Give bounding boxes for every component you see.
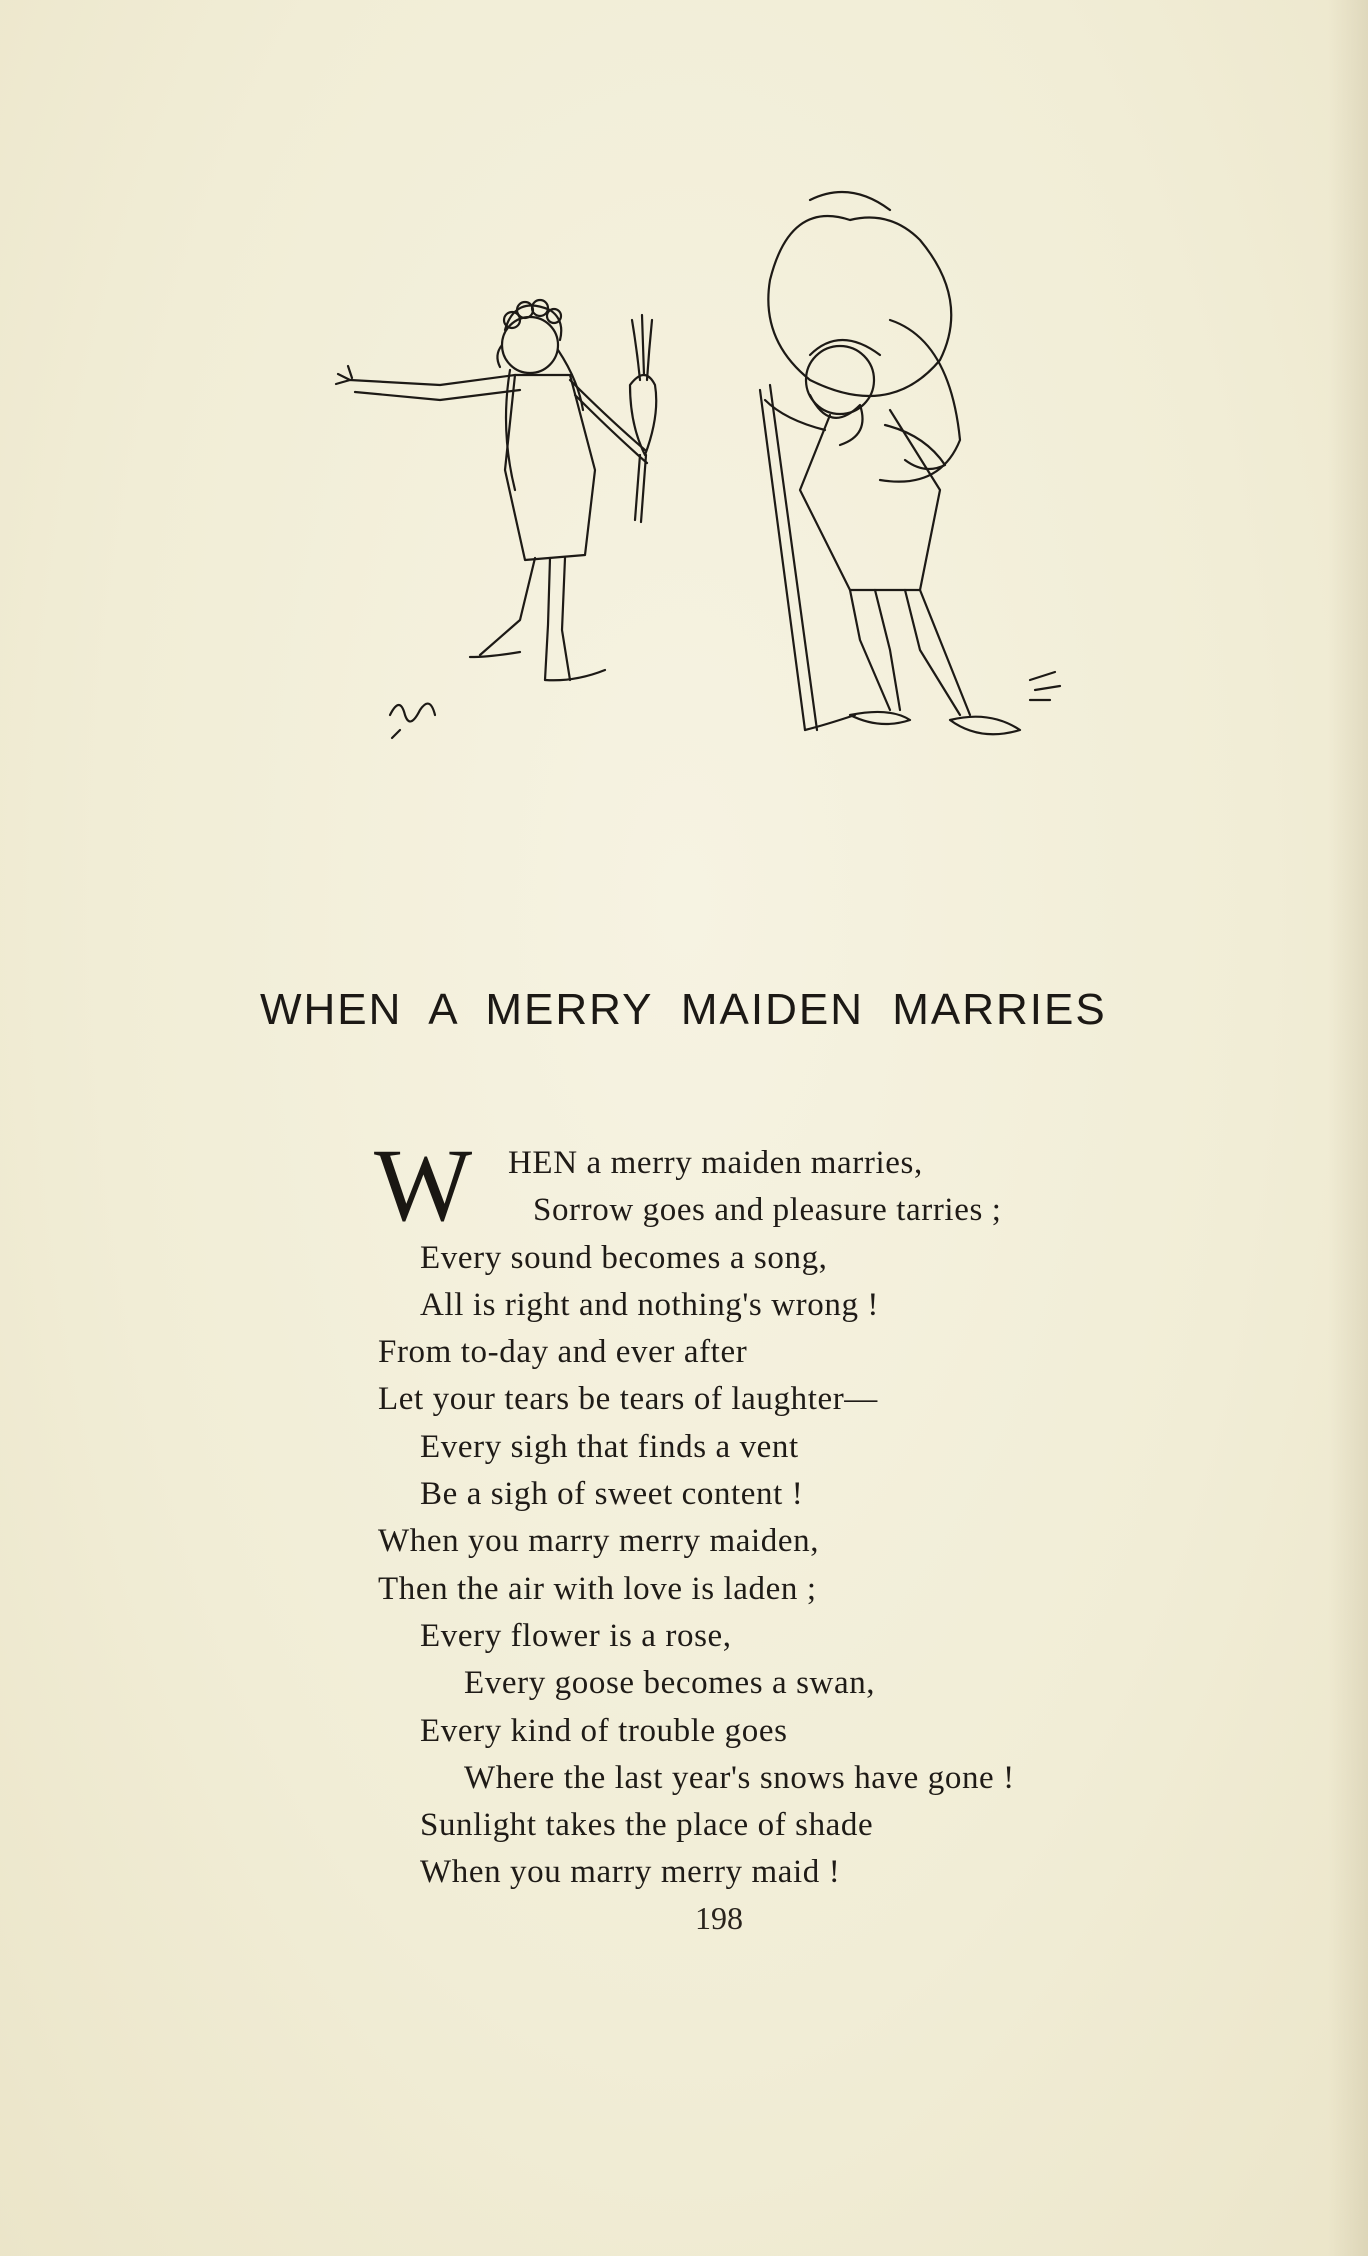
poem-line: Every goose becomes a swan, (464, 1665, 876, 1702)
poem-line: Where the last year's snows have gone ! (464, 1759, 1015, 1796)
poem-line: All is right and nothing's wrong ! (420, 1286, 879, 1323)
poem-line: When you marry merry maid ! (420, 1854, 841, 1891)
illustration (330, 170, 1130, 770)
poem-line: Then the air with love is laden ; (378, 1570, 817, 1607)
poem-opening (374, 1128, 1198, 1243)
poem-line: Be a sigh of sweet content ! (420, 1476, 804, 1513)
poem-line-1: HEN a merry maiden marries, (508, 1145, 923, 1181)
poem-body (374, 1128, 1198, 1897)
girl-and-old-man-illustration-icon (330, 170, 1130, 770)
poem-line: When you marry merry maiden, (378, 1523, 820, 1560)
poem-line: Sunlight takes the place of shade (420, 1807, 874, 1844)
poem-line: Every kind of trouble goes (420, 1712, 788, 1749)
poem-line: Every sigh that finds a vent (420, 1428, 799, 1465)
poem-line: Every sound becomes a song, (420, 1239, 828, 1276)
poem-title: WHEN A MERRY MAIDEN MARRIES (260, 985, 1107, 1034)
drop-cap: W (374, 1128, 473, 1243)
poem-line: Every flower is a rose, (420, 1617, 732, 1654)
poem-line: Let your tears be tears of laughter— (378, 1381, 878, 1418)
page-number: 198 (695, 1900, 743, 1936)
poem-line-2: Sorrow goes and pleasure tarries ; (533, 1192, 1002, 1229)
poem-line: From to-day and ever after (378, 1334, 748, 1371)
